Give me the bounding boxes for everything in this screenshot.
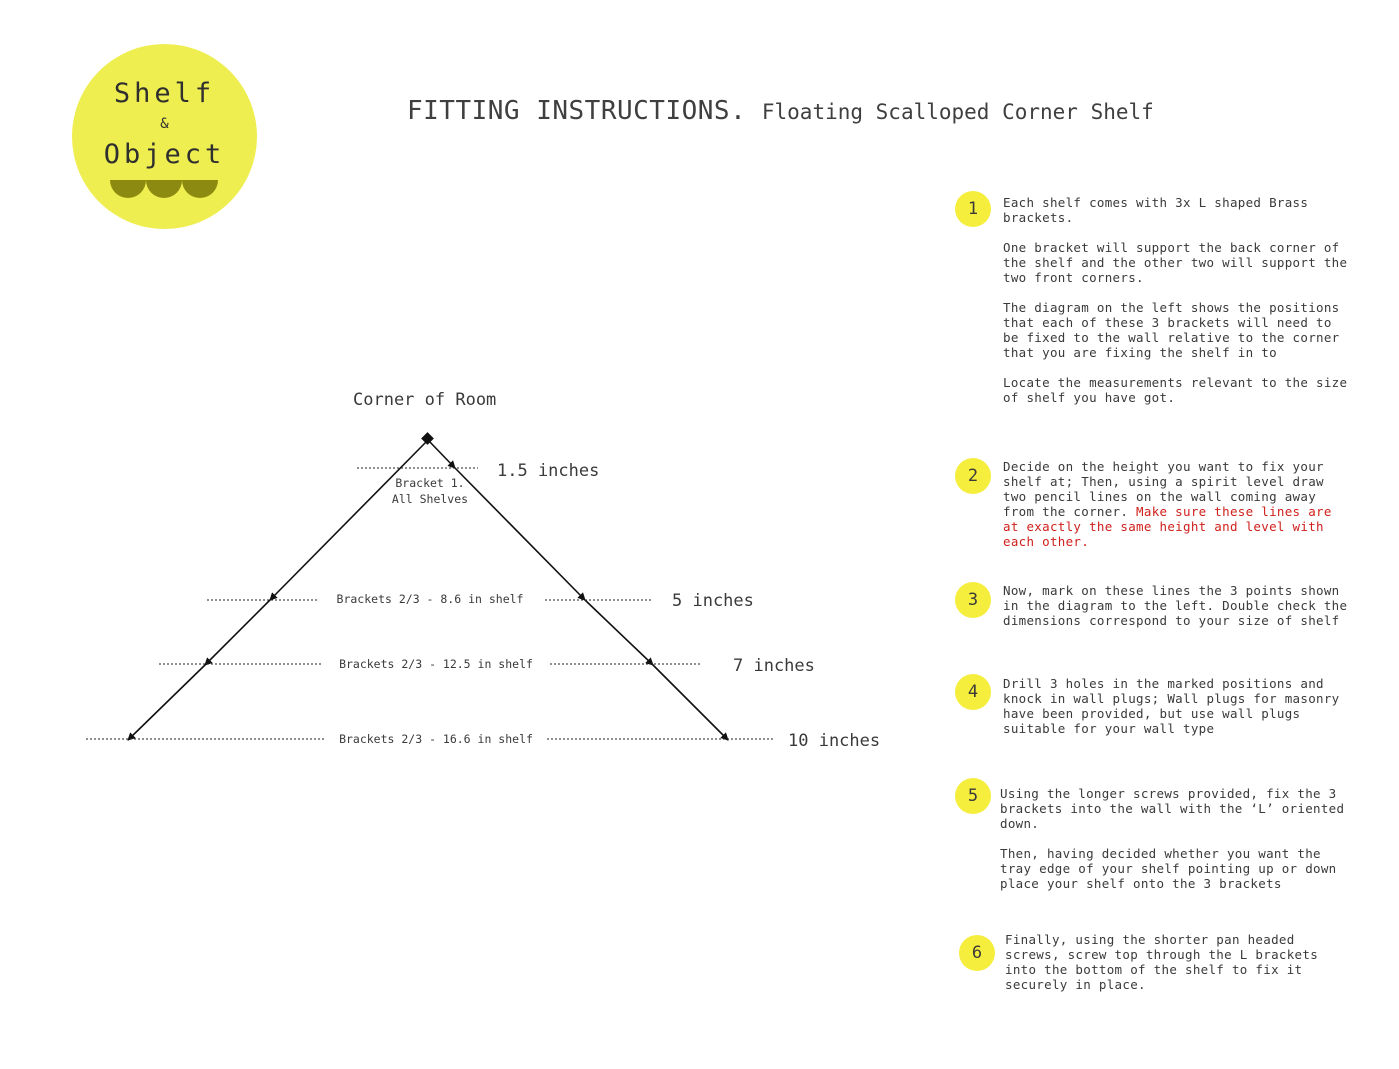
step-6-paragraph: Finally, using the shorter pan headed screws, screw top through the L brackets into the bottom of the shelf to fix it securely in place. — [1005, 932, 1319, 992]
right-wall-line — [428, 440, 728, 740]
bracket-label-row-3: Brackets 2/3 - 12.5 in shelf — [339, 657, 533, 671]
step-6-badge: 6 — [959, 935, 995, 971]
step-1-paragraph: The diagram on the left shows the positions that each of these 3 brackets will need to be fixed to the wall relative to the corner that you are fixing the shelf in to — [1003, 300, 1340, 360]
bracket-1-sublabel: All Shelves — [391, 492, 469, 506]
left-wall-line — [128, 440, 428, 740]
logo-word-object: Object — [103, 139, 226, 170]
logo-ampersand: & — [160, 116, 169, 132]
step-1-paragraph: Each shelf comes with 3x L shaped Brass brackets. — [1003, 195, 1309, 225]
bracket-label-row-2: Brackets 2/3 - 8.6 in shelf — [336, 592, 524, 606]
distance-label-1: 1.5 inches — [497, 461, 600, 481]
step-1-paragraph: One bracket will support the back corner of the shelf and the other two will support the two front corners. — [1003, 240, 1348, 285]
step-2-text — [1003, 459, 1348, 564]
step-2-warning: Make sure these lines are at exactly the same height and level with each other. — [1003, 504, 1332, 549]
step-3-badge: 3 — [955, 582, 991, 618]
step-1-paragraph: Locate the measurements relevant to the size of shelf you have got. — [1003, 375, 1348, 405]
step-5-text — [1000, 786, 1345, 906]
corner-of-room-label: Corner of Room — [353, 390, 497, 410]
step-3-text — [1003, 583, 1348, 643]
step-6-text — [1005, 932, 1350, 1007]
step-2-badge: 2 — [955, 458, 991, 494]
logo-word-shelf: Shelf — [113, 78, 216, 109]
step-4-paragraph: Drill 3 holes in the marked positions and knock in wall plugs; Wall plugs for masonry have been provided, but use wall plugs suitable for your wall type — [1003, 676, 1340, 736]
step-5-paragraph: Using the longer screws provided, fix the 3 brackets into the wall with the ‘L’ oriented down. — [1000, 786, 1345, 831]
step-5-paragraph: Then, having decided whether you want the tray edge of your shelf pointing up or down place your shelf onto the 3 brackets — [1000, 846, 1337, 891]
title-main: FITTING INSTRUCTIONS. — [407, 96, 747, 126]
distance-label-2: 5 inches — [672, 591, 754, 611]
step-4-text — [1003, 676, 1348, 751]
step-3-paragraph: Now, mark on these lines the 3 points shown in the diagram to the left. Double check the dimensions correspond to your size of shelf — [1003, 583, 1348, 628]
step-4-badge: 4 — [955, 674, 991, 710]
distance-label-4: 10 inches — [788, 731, 881, 751]
step-1-text — [1003, 195, 1348, 420]
distance-label-3: 7 inches — [733, 656, 815, 676]
step-1-badge: 1 — [955, 191, 991, 227]
bracket-position-diagram — [0, 0, 920, 800]
title-subtitle: Floating Scalloped Corner Shelf — [761, 100, 1154, 124]
bracket-label-row-4: Brackets 2/3 - 16.6 in shelf — [339, 732, 533, 746]
step-5-badge: 5 — [955, 778, 991, 814]
step-2-instruction: Decide on the height you want to fix your shelf at; Then, using a spirit level draw two pencil lines on the wall coming away from the corner. — [1003, 459, 1324, 519]
bracket-1-label: Bracket 1. — [395, 476, 465, 490]
